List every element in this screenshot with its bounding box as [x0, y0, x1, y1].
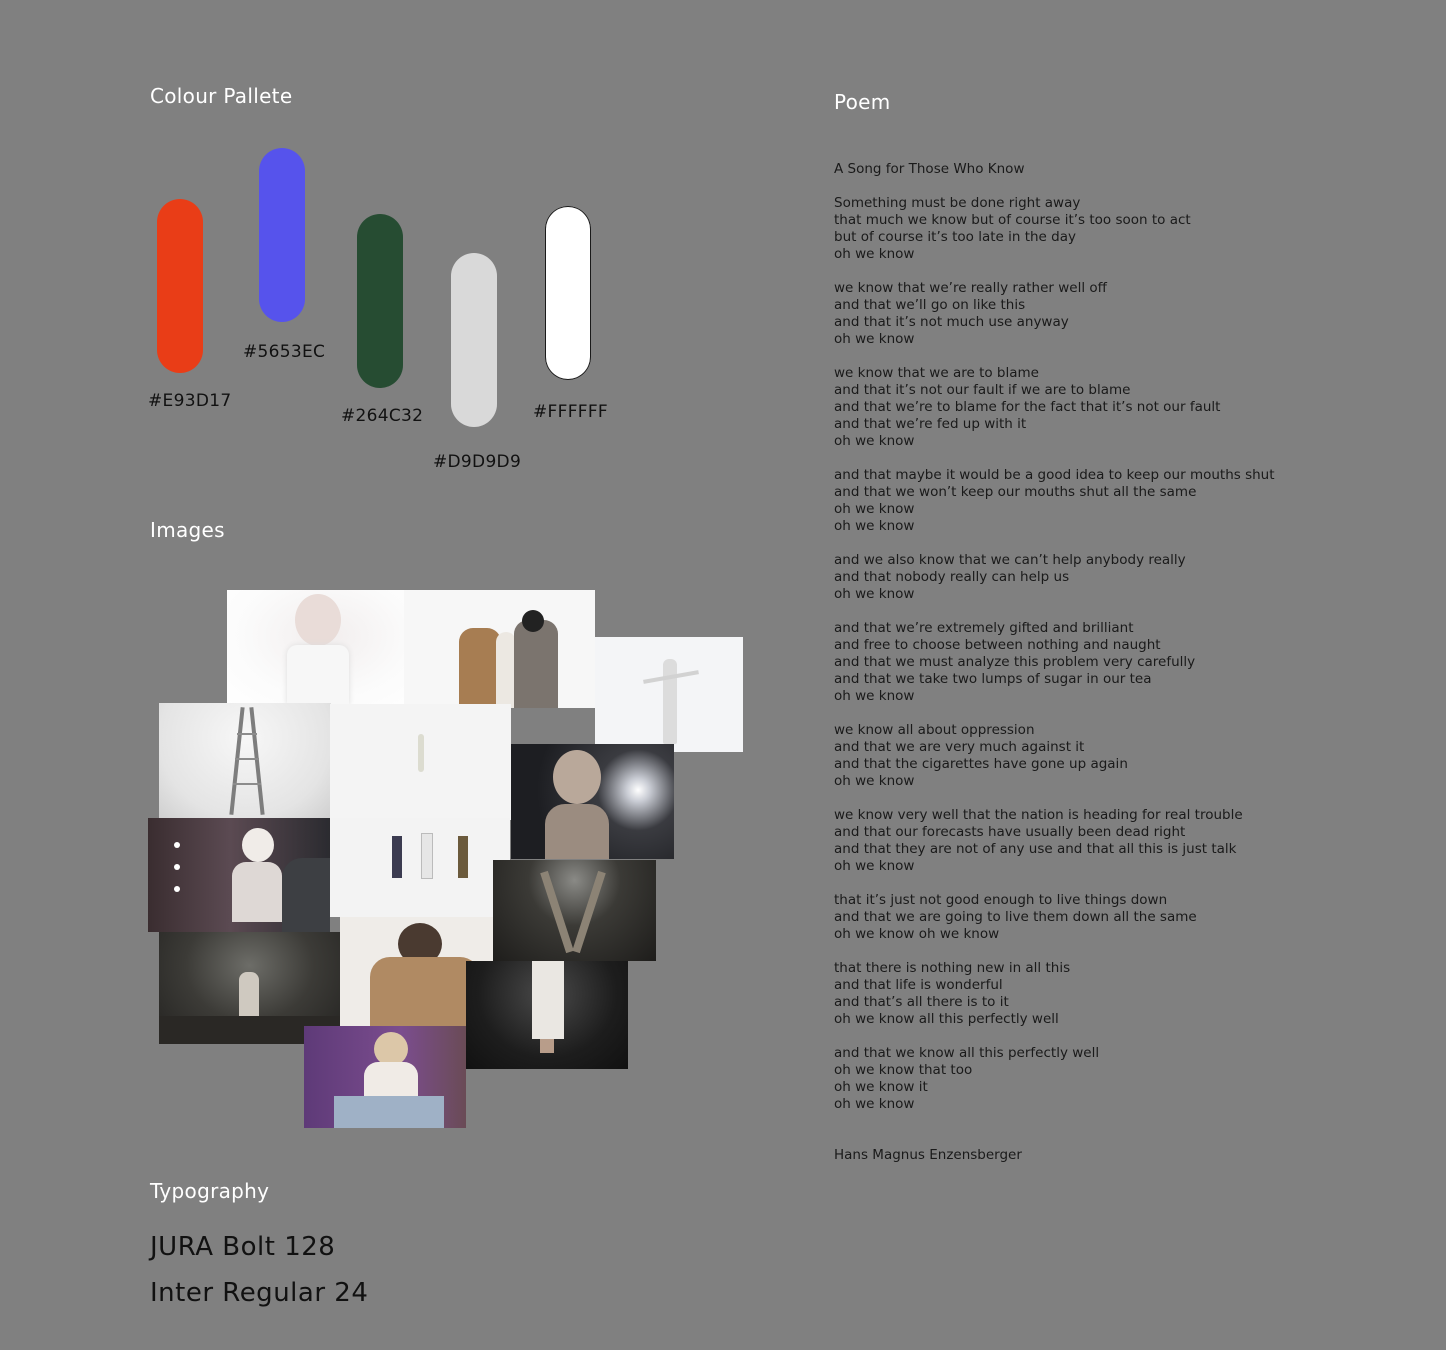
blank-line [834, 790, 1394, 807]
poem-author: Hans Magnus Enzensberger [834, 1147, 1022, 1163]
blank-line [834, 943, 1394, 960]
poem-line: we know very well that the nation is heading for real trouble [834, 807, 1243, 823]
photo-ladder [560, 707, 561, 708]
poem-line: but of course it’s too late in the day [834, 229, 1076, 245]
poem-line: and that nobody really can help us [834, 569, 1070, 585]
poem-line: and that’s all there is to it [834, 994, 1009, 1010]
photo-dancer-white [595, 637, 743, 752]
typography-sample-body: Inter Regular 24 [150, 1278, 369, 1308]
poem-line: and that it’s not our fault if we are to blame [834, 382, 1131, 398]
photo-figure-distance [330, 704, 511, 820]
poem-line: and that it’s not much use anyway [834, 314, 1069, 330]
poem-line: we know that we are to blame [834, 365, 1039, 381]
poem-line: oh we know [834, 1096, 915, 1112]
poem-line: oh we know oh we know [834, 926, 1000, 942]
poem-line: and that we’ll go on like this [834, 297, 1026, 313]
images-heading: Images [150, 518, 225, 542]
blank-line [834, 603, 1394, 620]
swatch-label: #E93D17 [148, 391, 232, 411]
poem-line: oh we know that too [834, 1062, 973, 1078]
swatch-label: #FFFFFF [533, 402, 609, 422]
swatch-label: #264C32 [341, 406, 424, 426]
poem-line: and that the cigarettes have gone up again [834, 756, 1128, 772]
photo-floating-dress [466, 961, 628, 1069]
blank-line [834, 875, 1394, 892]
poem-line: oh we know [834, 331, 915, 347]
poem-line: and that we take two lumps of sugar in our tea [834, 671, 1152, 687]
poem-line: oh we know [834, 586, 915, 602]
photo-three-people [330, 818, 510, 917]
blank-line [834, 263, 1394, 280]
poem-line: oh we know [834, 433, 915, 449]
poem-line: and that we know all this perfectly well [834, 1045, 1100, 1061]
poem-line: and that they are not of any use and that all this is just talk [834, 841, 1237, 857]
swatch-label: #D9D9D9 [433, 452, 522, 472]
blank-line [834, 178, 1394, 195]
blank-line [834, 1028, 1394, 1045]
poem-line: that it’s just not good enough to live things down [834, 892, 1168, 908]
poem-line: that much we know but of course it’s too soon to act [834, 212, 1191, 228]
poem-line: and that we won’t keep our mouths shut all the same [834, 484, 1197, 500]
poem-line: oh we know [834, 246, 915, 262]
poem-line: and we also know that we can’t help anybody really [834, 552, 1186, 568]
poem-heading: Poem [834, 90, 891, 114]
poem-body [834, 161, 1394, 1164]
photo-raised-legs [493, 860, 656, 961]
poem-line: and that we must analyze this problem very carefully [834, 654, 1196, 670]
blank-line [834, 348, 1394, 365]
poem-line: and that our forecasts have usually been dead right [834, 824, 1186, 840]
poem-line: oh we know all this perfectly well [834, 1011, 1059, 1027]
poem-line: we know that we’re really rather well off [834, 280, 1107, 296]
swatch-label: #5653EC [243, 342, 326, 362]
blank-line [834, 705, 1394, 722]
poem-line: and that we’re extremely gifted and brilliant [834, 620, 1134, 636]
palette-heading: Colour Pallete [150, 84, 293, 108]
poem-title: A Song for Those Who Know [834, 161, 1025, 177]
swatch-blue [259, 148, 305, 322]
photo-dressing-room [148, 818, 330, 932]
poem-line: we know all about oppression [834, 722, 1035, 738]
swatch-green [357, 214, 403, 388]
poem-line: and that life is wonderful [834, 977, 1003, 993]
poem-line: Something must be done right away [834, 195, 1081, 211]
poem-line: and free to choose between nothing and naught [834, 637, 1161, 653]
photo-purple-room [304, 1026, 466, 1128]
swatch-grey [451, 253, 497, 427]
swatch-white [545, 206, 591, 380]
photo-spotlight-portrait [511, 744, 674, 859]
poem-line: and that we are very much against it [834, 739, 1085, 755]
poem-line: and that maybe it would be a good idea to keep our mouths shut [834, 467, 1275, 483]
poem-line: and that we’re fed up with it [834, 416, 1027, 432]
typography-sample-display: JURA Bolt 128 [150, 1232, 336, 1262]
poem-line: oh we know [834, 773, 915, 789]
poem-line: and that we’re to blame for the fact that it’s not our fault [834, 399, 1221, 415]
photo-portrait-white [227, 590, 407, 705]
blank-line [834, 535, 1394, 552]
blank-line [834, 450, 1394, 467]
poem-line: that there is nothing new in all this [834, 960, 1071, 976]
swatch-red [157, 199, 203, 373]
poem-line: oh we know [834, 518, 915, 534]
poem-line: and that we are going to live them down all the same [834, 909, 1197, 925]
photo-group-backs [404, 590, 595, 708]
blank-line [834, 1130, 1394, 1147]
poem-line: oh we know [834, 501, 915, 517]
photo-ladder-stage [159, 703, 331, 819]
typography-heading: Typography [150, 1179, 270, 1203]
blank-line [834, 1113, 1394, 1130]
poem-line: oh we know [834, 688, 915, 704]
poem-line: oh we know [834, 858, 915, 874]
poem-line: oh we know it [834, 1079, 928, 1095]
